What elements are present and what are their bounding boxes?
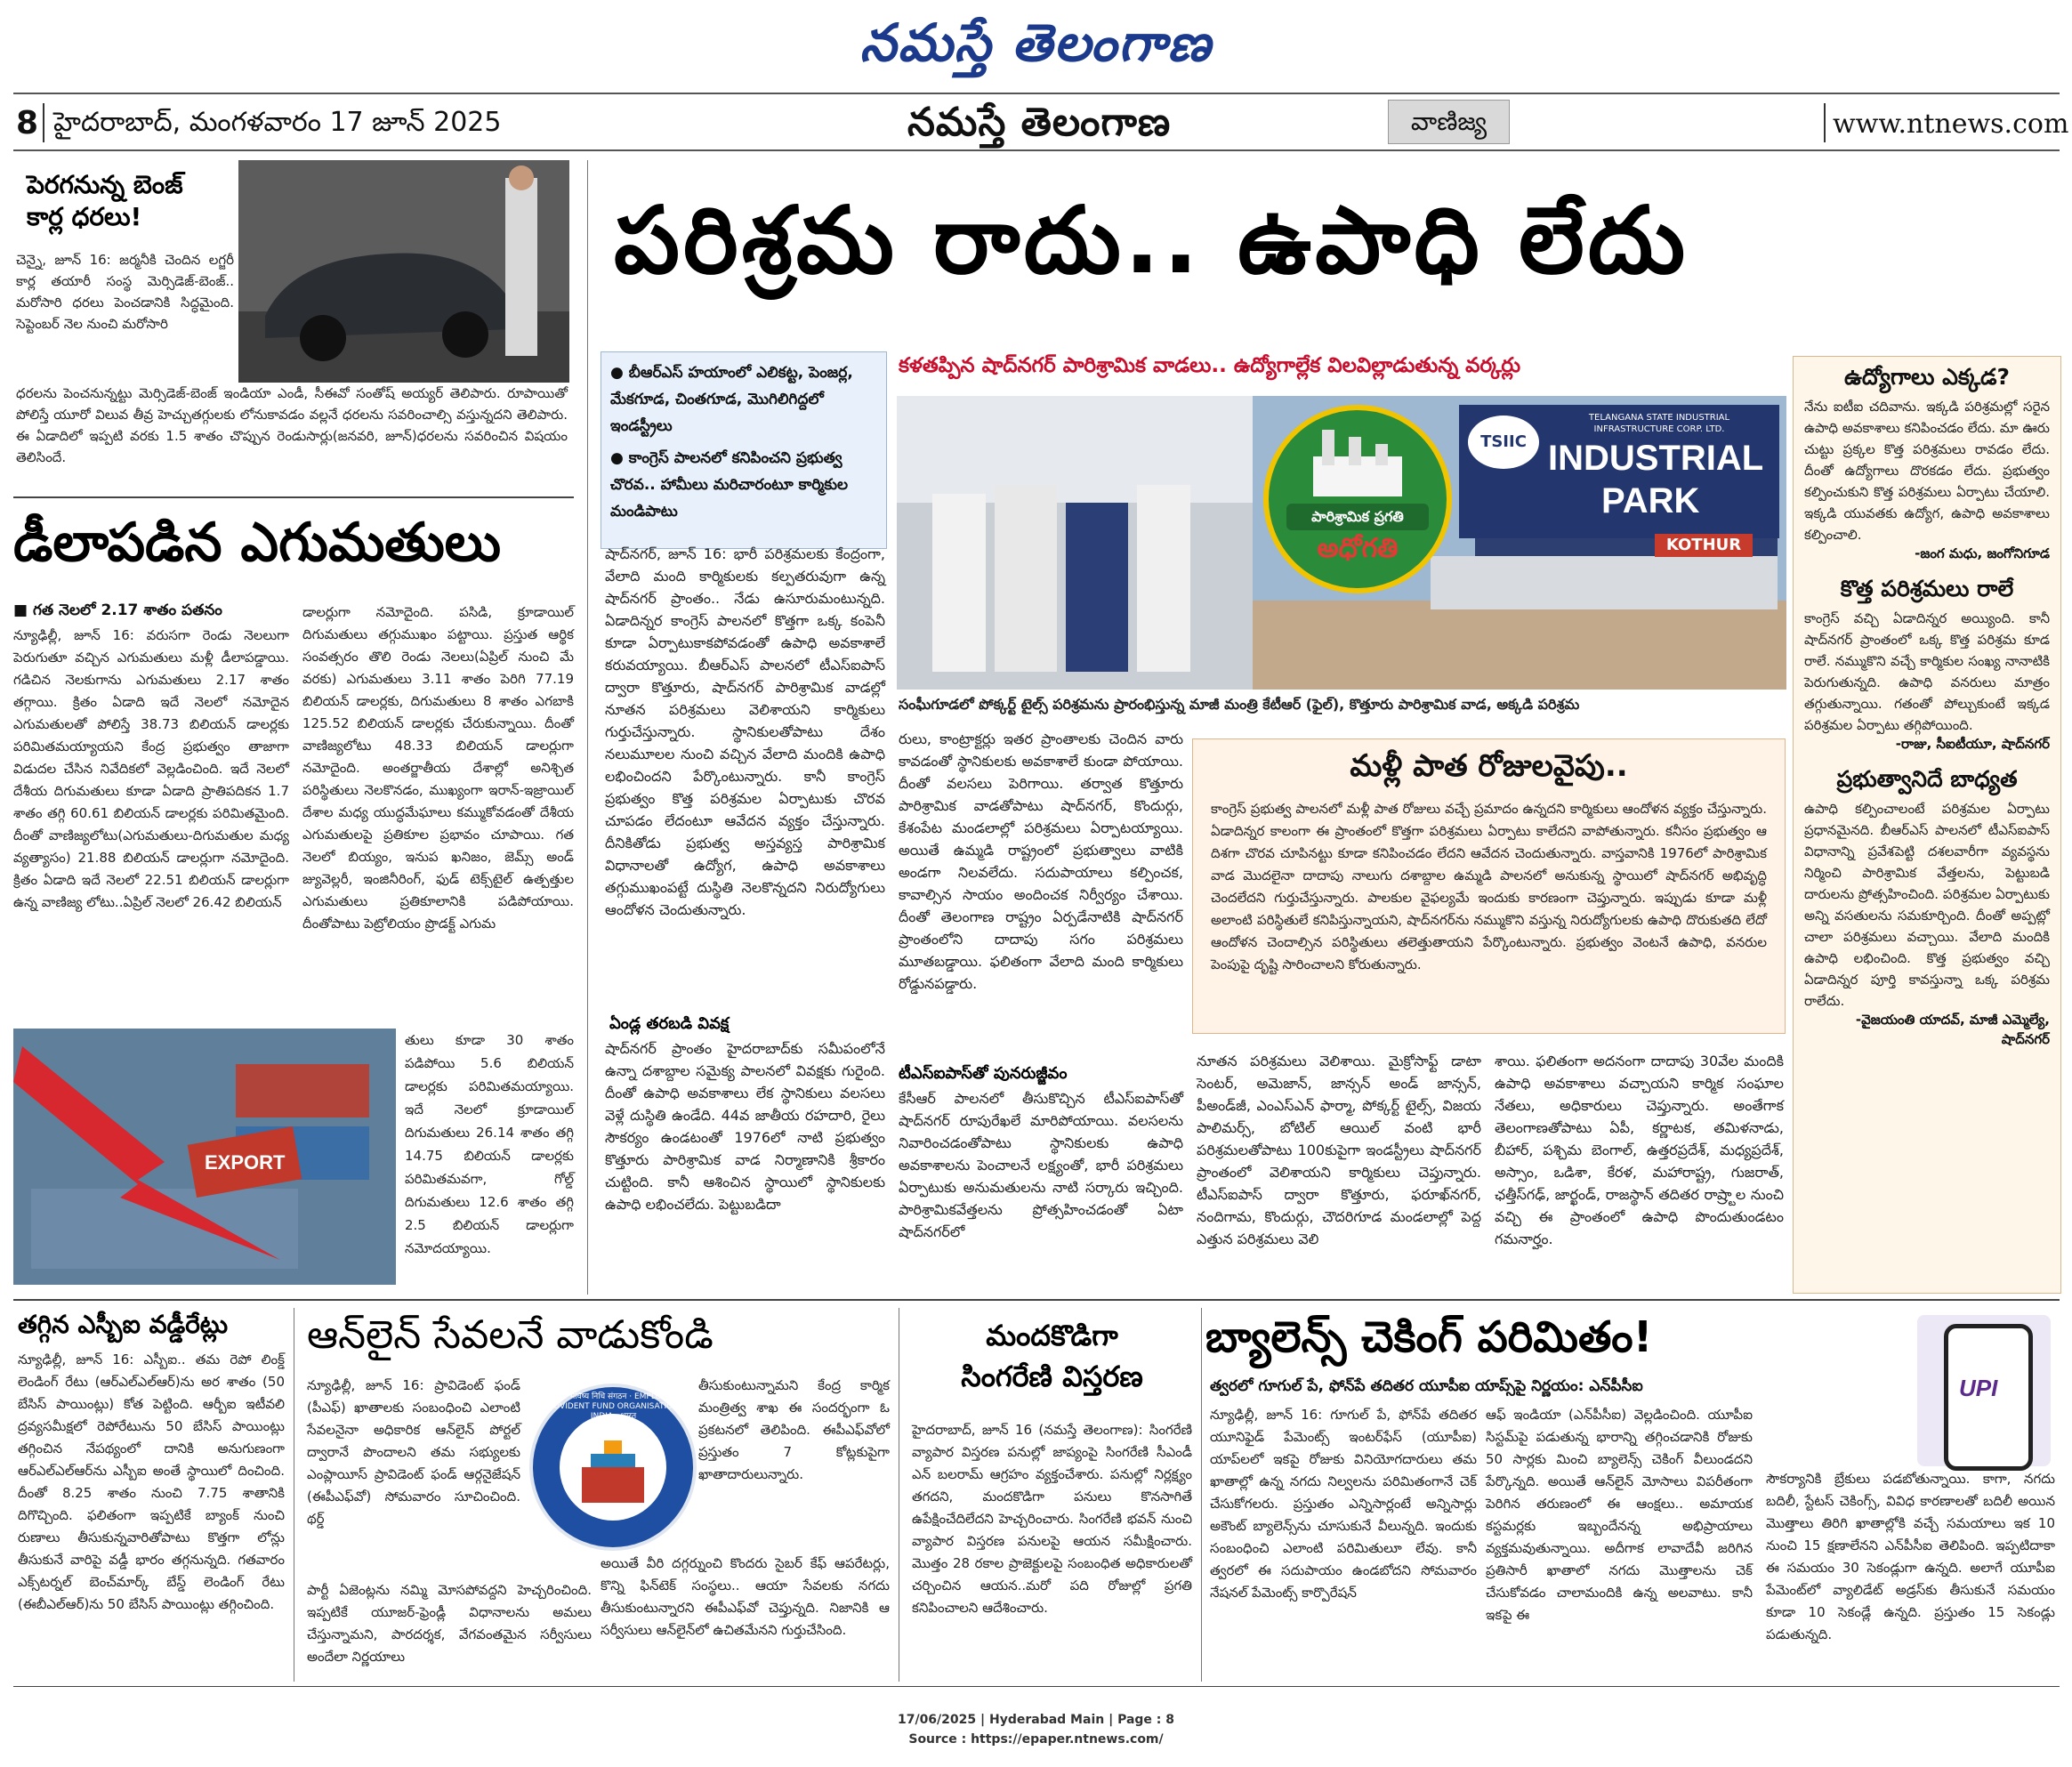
exports-headline: డీలాపడిన ఎగుమతులు	[13, 512, 502, 574]
column-rule	[587, 160, 588, 1295]
exports-subhead	[13, 601, 222, 623]
sbi-headline: తగ్గిన ఎస్బీఐ వడ్డీరేట్లు	[18, 1310, 229, 1339]
benz-body: ధరలను పెంచనున్నట్టు మెర్సిడెజ్-బెంజ్ ఇండియా ఎండీ, సీఈవో సంతోష్ అయ్యర్ తెలిపారు. రూపాయితో పోలిస్తే యూరో విలువ తీవ్ర హెచ్చుతగ్గులకు లోనుకావడం వల్లనే ధరలను సవరించాల్సి వస్తున్నదని తెలిపారు. ఈ ఏడాదిలో ఇప్పటి వరకు 1.5 శాతం చొప్పున రెండుసార్లు(జనవరి, జూన్)ధరలను సవరించిన విషయం తెలిసిందే.	[16, 385, 568, 465]
sbi-body: న్యూఢిల్లీ, జూన్ 16: ఎస్బీఐ.. తమ రెపో లింక్డ్ లెండింగ్ రేటు (ఆర్ఎల్ఎల్ఆర్)ను అర శాతం (50 బేసిస్ పాయింట్లు) కోత పెట్టింది. ఆర్బీఐ ఇటీవలి ద్రవ్యసమీక్షలో రెపోరేటును 50 బేసిస్ పాయింట్లు తగ్గించిన నేపథ్యంలో దానికి అనుగుణంగా ఆర్ఎల్ఎల్ఆర్‌ను ఎస్బీఐ అంతే స్థాయిలో దించింది. దీంతో 8.25 శాతం నుంచి 7.75 శాతానికి దిగొచ్చింది. ఫలితంగా ఇప్పటికే బ్యాంక్ నుంచి రుణాలు తీసుకున్నవారితోపాటు కొత్తగా లోన్లు తీసుకునే వారిపై వడ్డీ భారం తగ్గనున్నది. గతవారం ఎక్స్‌టర్నల్ బెంచ్‌మార్క్ బేస్డ్ లెండింగ్ రేటు (ఈబీఎల్ఆర్)ను 50 బేసిస్ పాయింట్లు తగ్గించింది.	[18, 1351, 285, 1612]
main-col4: శాయి. ఫలితంగా అదనంగా దాదాపు 30వేల మందికి ఉపాధి అవకాశాలు వచ్చాయని కార్మిక సంఘాల నేతలు, అధికారులు చెప్తున్నారు. అంతేగాక తెలంగాణతోపాటు ఏపీ, కర్ణాటక, తమిళనాడు, బీహార్, పశ్చిమ బెంగాల్, ఉత్తరప్రదేశ్, మధ్యప్రదేశ్, అస్సాం, ఒడిశా, కేరళ, మహారాష్ట్ర, గుజరాత్, ఛత్తీస్‌గఢ్, జార్ఖండ్, రాజస్థాన్ తదితర రాష్ర్టాల నుంచి వచ్చి ఈ ప్రాంతంలో ఉపాధి పొందుతుండటం గమనార్హం.	[1495, 1053, 1784, 1247]
bullet-icon: ●	[610, 449, 629, 467]
sign-line2: PARK	[1601, 481, 1700, 520]
footer-source-link[interactable]: Source : https://epaper.ntnews.com/	[908, 1732, 1164, 1747]
sidebar-q2-sign: -రాజు, సీఐటీయూ, షాద్‌నగర్	[1895, 736, 2050, 752]
export-arrow-image	[13, 1029, 396, 1285]
badge-title: పారిశ్రామిక ప్రగతి	[1286, 504, 1429, 530]
export-image-label: EXPORT	[205, 1151, 286, 1174]
footer-line1: 17/06/2025 | Hyderabad Main | Page : 8	[897, 1713, 1175, 1727]
sidebar-q1-title: ఉద్యోగాలు ఎక్కడ?	[1843, 364, 2011, 390]
upi-subhead: త్వరలో గూగుల్ పే, ఫోన్‌పే తదితర యూపీఐ యాప్స్‌పై నిర్ణయం: ఎన్‌పీసీఐ	[1210, 1377, 1643, 1395]
main-photo-caption: సంఘీగూడలో పోక్కర్ట్ టైల్స్ పరిశ్రమను ప్రారంభిస్తున్న మాజీ మంత్రి కేటీఆర్ (ఫైల్), కొత్తూరు పారిశ్రామిక వాడ, అక్కడి పరిశ్రమ	[899, 696, 1580, 713]
epfo-logo-text: कर्मचारी भविष्य निधि संगठन · EMPLOYEES' PROVIDENT FUND ORGANISATION · INDIA · भारत	[543, 1392, 684, 1421]
benz-photo	[238, 160, 569, 383]
header-rule-top	[13, 93, 2060, 94]
sidebar-q1-sign: -జంగ మధు, జంగోనిగూడ	[1915, 545, 2050, 561]
main-bullet-1-text: బీఆర్ఎస్ హయాంలో ఎలికట్ట, పెంజర్ల, మేకగూడ, చింతగూడ, మొగిలిగిద్దలో ఇండస్ట్రీలు	[610, 364, 853, 435]
dateline: హైదరాబాద్, మంగళవారం 17 జూన్ 2025	[53, 107, 502, 138]
sidebar-q3-sign: -వైజయంతి యాదవ్, మాజీ ఎమ్మెల్యే, షాద్‌నగర్	[1855, 1012, 2050, 1047]
main-col1b: షాద్‌నగర్ ప్రాంతం హైదరాబాద్‌కు సమీపంలోనే ఉన్నా దశాబ్దాల సమైక్య పాలనలో వివక్షకు గురైంది. దీంతో ఉపాధి అవకాశాలు లేక స్థానికులు వలసలు వెళ్లే దుస్థితి ఉండేది. 44వ జాతీయ రహదారి, రైలు సౌకర్యం ఉండటంతో 1976లో నాటి ప్రభుత్వం కొత్తూరు పారిశ్రామిక వాడ నిర్మాణానికి శ్రీకారం చుట్టింది. కానీ ఆశించిన స్థాయిలో స్థానికులకు ఉపాధి లభించలేదు. పెట్టుబడిదా	[605, 1040, 885, 1213]
epfo-logo-inner	[560, 1414, 666, 1521]
main-bullet-1	[610, 359, 877, 440]
sidebar-q1-body: నేను ఐటీఐ చదివాను. ఇక్కడి పరిశ్రమల్లో సరైన ఉపాధి అవకాశాలు కనిపించడం లేదు. మా ఊరు చుట్టు ప్రక్కల కొత్త పరిశ్రమలు రావడం లేదు. దీంతో ఉద్యోగాలు దొరకడం లేదు. ప్రభుత్వం కల్పించుకుని కొత్త పరిశ్రమలు ఏర్పాటు చేయాలి. ఇక్కడి యువతకు ఉద్యోగ, ఉపాధి అవకాశాలు కల్పించాలి.	[1804, 399, 2050, 543]
main-col1: షాద్‌నగర్, జూన్ 16: భారీ పరిశ్రమలకు కేంద్రంగా, వేలాది మంది కార్మికులకు కల్పతరువుగా ఉన్న షాద్‌నగర్ ప్రాంతం.. నేడు ఉసూరుమంటున్నది. ఏడాదిన్నర కాంగ్రెస్ పాలనలో కొత్తగా ఒక్క కంపెనీ కూడా ఏర్పాటుకాకపోవడంతో ఉపాధి అవకాశాలే కరువయ్యాయి. బీఆర్ఎస్ పాలనలో టీఎస్ఐపాస్ ద్వారా కొత్తూరు, షాద్‌నగర్ పారిశ్రామిక వాడల్లో నూతన పరిశ్రమలు వెలిశాయని కార్మికులు గుర్తుచేస్తున్నారు. స్థానికులతోపాటు దేశం నలుమూలల నుంచి వచ్చిన వేలాది మందికి ఉపాధి లభించిందని పేర్కొంటున్నారు. కానీ కాంగ్రెస్ ప్రభుత్వం కొత్త పరిశ్రమల ఏర్పాటుకు చొరవ చూపడం లేదంటూ ఆవేదన వ్యక్తం చేస్తున్నారు. దీనికితోడు ప్రభుత్వ అస్తవ్యస్త పారిశ్రామిక విధానాలతో ఉద్యోగ, ఉపాధి అవకాశాలు తగ్గుముఖంపట్టే దుస్థితి నెలకొన్నదని నిరుద్యోగులు ఆందోళన చెందుతున్నారు.	[605, 545, 885, 918]
center-title: నమస్తే తెలంగాణ	[907, 100, 1172, 145]
main-col2: రులు, కాంట్రాక్టర్లు ఇతర ప్రాంతాలకు చెందిన వారు కావడంతో స్థానికులకు అవకాశాలే కుండా పోయాయి. దీంతో వలసలు పెరిగాయి. తర్వాత కొత్తూరు పారిశ్రామిక వాడతోపాటు షాద్‌నగర్, కొందుర్గు, కేశంపేట మండలాల్లో పరిశ్రమలు ఏర్పాటయ్యాయి. అయితే ఉమ్మడి రాష్ట్రంలో ప్రభుత్వాలు వాటికి అండగా నిలవలేదు. సదుపాయాలు కల్పించక, కావాల్సిన సాయం అందించక నిర్వీర్యం చేశాయి. దీంతో తెలంగాణ రాష్ట్రం ఏర్పడేనాటికి షాద్‌నగర్ ప్రాంతంలోని దాదాపు సగం పరిశ్రమలు మూతబడ్డాయి. ఫలితంగా వేలాది మంది కార్మికులు రోడ్డునపడ్డారు.	[899, 730, 1183, 992]
industry-badge	[1263, 405, 1452, 593]
upi-logo: UPI	[1959, 1375, 1998, 1401]
upi-headline: బ్యాలెన్స్ చెకింగ్ పరిమితం!	[1205, 1312, 1653, 1362]
car-image	[238, 160, 569, 383]
epfo-col2b: అయితే వీరి దగ్గర్నుంచి కొందరు సైబర్ కేఫ్ ఆపరేటర్లు, కొన్ని ఫిన్‌టెక్ సంస్థలు.. ఆయా సేవలకు నగదు తీసుకుంటున్నారని ఈపీఎఫ్‌వో చెప్తున్నది. నిజానికి ఆ సర్వీసులు ఆన్‌లైన్‌లో ఉచితమేనని గుర్తుచేసింది.	[601, 1555, 890, 1638]
upi-col1: న్యూఢిల్లీ, జూన్ 16: గూగుల్ పే, ఫోన్‌పే తదితర యూనిఫైడ్ పేమెంట్స్ ఇంటర్‌ఫేస్ (యూపీఐ) యాప్‌లలో ఇకపై రోజుకు వినియోగదారులు తమ ఖాతాల్లో ఉన్న నగదు నిల్వలను పరిమితంగానే చెక్ చేసుకోగలరు. ప్రస్తుతం ఎన్నిసార్లంటే అన్నిసార్లు అకౌంట్ బ్యాలెన్స్‌ను చూసుకునే వీలున్నది. ఇందుకు సంబంధించి ఎలాంటి పరిమితులూ లేవు. కానీ త్వరలో ఈ సదుపాయం ఉండబోదని సోమవారం నేషనల్ పేమెంట్స్ కార్పొరేషన్	[1210, 1407, 1477, 1601]
sidebar-q2-body: కాంగ్రెస్ వచ్చి ఏడాదిన్నర అయ్యింది. కానీ షాద్‌నగర్ ప్రాంతంలో ఒక్క కొత్త పరిశ్రమ కూడ రాలే. నమ్ముకొని వచ్చే కార్మికుల సంఖ్య నానాటికి పెరుగుతున్నది. ఉపాధి వనరులు మాత్రం తగ్గుతున్నాయి. గతంతో పోల్చుకుంటే ఇక్కడ పరిశ్రమల ఏర్పాటు తగ్గిపోయింది.	[1804, 610, 2050, 733]
masthead-logo: నమస్తే తెలంగాణ	[859, 12, 1213, 73]
tsiic-logo: TSIIC	[1468, 416, 1539, 469]
bottom-section-rule	[13, 1299, 2060, 1301]
website-link[interactable]: www.ntnews.com	[1833, 109, 2069, 140]
section-label: వాణిజ్య	[1388, 100, 1510, 144]
exports-col1: న్యూఢిల్లీ, జూన్ 16: వరుసగా రెండు నెలలుగా పెరుగుతూ వచ్చిన ఎగుమతులు మళ్లీ డీలాపడ్డాయి. గడిచిన నెలకుగాను ఎగుమతులు 2.17 శాతం తగ్గాయి. క్రితం ఏడాది ఇదే నెలలో నమోదైన ఎగుమతులతో పోలిస్తే 38.73 బిలియన్ డాలర్లకు పరిమితమయ్యాయని కేంద్ర ప్రభుత్వం తాజాగా విడుదల చేసిన నివేదికలో వెల్లడించింది. ఇదే నెలలో దేశీయ దిగుమతులు కూడా ఏడాది ప్రాతిపదికన 1.7 శాతం తగ్గి 60.61 బిలియన్ డాలర్లకు పరిమితమైంది. దీంతో వాణిజ్యలోటు(ఎగుమతులు-దిగుమతుల మధ్య వ్యత్యాసం) 21.88 బిలియన్ డాలర్లుగా నమోదైంది. క్రితం ఏడాది ఇదే నెలలో 22.51 బిలియన్ డాలర్లుగా ఉన్న వాణిజ్య లోటు..ఏప్రిల్ నెలలో 26.42 బిలియన్	[13, 627, 289, 910]
quote-box	[1192, 738, 1786, 1034]
sidebar-box	[1793, 356, 2061, 1294]
factory-icon	[1304, 421, 1411, 501]
sign-top-text: TELANGANA STATE INDUSTRIAL INFRASTRUCTURE CORP. LTD.	[1588, 413, 1730, 434]
main-bullet-2-text: కాంగ్రెస్ పాలనలో కనిపించని ప్రభుత్వ చొరవ.. హామీలు మరిచారంటూ కార్మికుల మండిపాటు	[610, 449, 849, 520]
main-col1-subhead: ఏండ్ల తరబడి వివక్ష	[609, 1014, 730, 1033]
main-bullets-box	[601, 351, 887, 549]
phone-icon	[1944, 1324, 2033, 1471]
sign-line3: KOTHUR	[1655, 534, 1753, 557]
page-number: 8	[16, 105, 39, 141]
export-image	[13, 1029, 396, 1285]
main-col2-subhead: టీఎస్ఐపాస్‌తో పునరుజ్జీవం	[899, 1064, 1068, 1083]
benz-rule	[13, 496, 574, 498]
epfo-headline: ఆన్‌లైన్ సేవలనే వాడుకోండి	[307, 1312, 714, 1358]
bullet-icon: ●	[610, 364, 629, 382]
industrial-park-sign	[1459, 405, 1779, 538]
singareni-headline-2: సింగరేణి విస్తరణ	[961, 1360, 1143, 1393]
epfo-logo	[529, 1384, 697, 1551]
benz-lead: చెన్నై, జూన్ 16: జర్మనీకి చెందిన లగ్జరీ కార్ల తయారీ సంస్థ మెర్సిడెజ్-బెంజ్.. మరోసారి ధరలు పెంచడానికి సిద్ధమైంది. సెప్టెంబర్ నెల నుంచి మరోసారి	[16, 252, 234, 332]
main-col2b: కేసీఆర్ పాలనలో తీసుకొచ్చిన టీఎస్ఐపాస్‌తో షాద్‌నగర్ రూపురేఖలే మారిపోయాయి. వలసలను నివారించడంతోపాటు స్థానికులకు ఉపాధి అవకాశాలను పెంచాలనే లక్ష్యంతో, భారీ పరిశ్రమలు ఏర్పాటుకు అనుమతులను నాటి సర్కారు ఇచ్చింది. పారిశ్రామికవేత్తలను ప్రోత్సహించడంతో ఏటా షాద్‌నగర్‌లో	[899, 1090, 1183, 1240]
quote-title: మళ్లీ పాత రోజులవైపు..	[1350, 748, 1628, 784]
upi-phone-image	[1917, 1315, 2051, 1466]
singareni-headline-1: మందకొడిగా	[986, 1319, 1118, 1352]
main-bullet-2	[610, 445, 877, 525]
upi-col2: ఆఫ్ ఇండియా (ఎన్‌పీసీఐ) వెల్లడించింది. యూపీఐ సిస్టమ్‌పై పడుతున్న భారాన్ని తగ్గించడానికి రోజుకు 50 సార్లకు మించి బ్యాలెన్స్ చెకింగ్ వీలుండదని పేర్కొన్నది. అయితే ఆన్‌లైన్ మోసాలు విపరీతంగా పెరిగిన తరుణంలో ఈ ఆంక్షలు.. అమాయక కస్టమర్లకు ఇబ్బందేనన్న అభిప్రాయాలు వ్యక్తమవుతున్నాయి. అదీగాక లావాదేవీ జరిగిన ప్రతిసారీ ఖాతాలో నగదు మొత్తాలను చెక్ చేసుకోవడం చాలామందికి ఉన్న అలవాటు. కానీ ఇకపై ఈ	[1486, 1407, 1753, 1623]
singareni-headline	[912, 1315, 1192, 1397]
main-headline: పరిశ్రమ రాదు.. ఉపాధి లేదు	[614, 186, 1689, 294]
header-divider-right	[1824, 103, 1826, 142]
singareni-body: హైదరాబాద్, జూన్ 16 (నమస్తే తెలంగాణ): సింగరేణి వ్యాపార విస్తరణ పనుల్లో జాప్యంపై సింగరేణి సీఎండీ ఎన్ బలరామ్ ఆగ్రహం వ్యక్తంచేశారు. పనుల్లో నిర్లక్ష్యం తగదని, మందకొడిగా పనులు కొనసాగితే ఉపేక్షించేదిలేదని హెచ్చరించారు. సింగరేణి భవన్ నుంచి వ్యాపార విస్తరణ పనులపై ఆయన సమీక్షించారు. మొత్తం 28 రకాల ప్రాజెక్టులపై సంబంధిత అధికారులతో చర్చించిన ఆయన..మరో పది రోజుల్లో ప్రగతి కనిపించాలని ఆదేశించారు.	[912, 1422, 1192, 1616]
badge-subtitle: అధోగతి	[1317, 533, 1399, 564]
quote-body: కాంగ్రెస్ ప్రభుత్వ పాలనలో మళ్లీ పాత రోజులు వచ్చే ప్రమాదం ఉన్నదని కార్మికులు ఆందోళన వ్యక్తం చేస్తున్నారు. ఏడాదిన్నర కాలంగా ఈ ప్రాంతంలో కొత్తగా పరిశ్రమలు ఏర్పాటు కాలేదని వాపోతున్నారు. కనీసం ప్రభుత్వం ఆ దిశగా చొరవ చూపినట్టు కూడా కనిపించడం లేదని ఆవేదన చెందుతున్నారు. వాస్తవానికి 1976లో పారిశ్రామిక వాడ మొదలైనా దాదాపు నాలుగు దశాబ్దాల ఉమ్మడి పాలనలో అనుకున్న స్థాయిలో షాద్‌నగర్ అభివృద్ధి చెందలేదని గుర్తుచేస్తున్నారు. పాలకుల వైఫల్యమే ఇందుకు కారణంగా చెప్తున్నారు. ఇప్పుడు కూడా మళ్లీ అలాంటి పరిస్థితులే కనిపిస్తున్నాయని, షాద్‌నగర్‌ను నమ్ముకొని వస్తున్న నిరుద్యోగులకు ఉపాధి దొరుకుతది లేదో ఆందోళన చెందాల్సిన పరిస్థితులు తలెత్తుతాయని పేర్కొంటున్నారు. ప్రభుత్వం వెంటనే ఉపాధి, వనరుల పెంపుపై దృష్టి సారించాలని కోరుతున్నారు.	[1211, 801, 1767, 972]
bullet-icon: ■	[13, 601, 33, 619]
column-rule	[1201, 1308, 1202, 1682]
sign-line1: INDUSTRIAL	[1548, 439, 1764, 478]
sidebar-q3-title: ప్రభుత్వానిదే బాధ్యత	[1836, 766, 2018, 792]
main-col3: నూతన పరిశ్రమలు వెలిశాయి. మైక్రోసాఫ్ట్ డాటా సెంటర్, అమెజాన్, జాన్సన్ అండ్ జాన్సన్, పీఅండ్‌జీ, ఎంఎస్ఎన్ ఫార్మా, పోక్కర్ట్ టైల్స్, విజయ పాలిమర్స్, బోటిల్ ఆయిల్ వంటి భారీ పరిశ్రమలతోపాటు 100కుపైగా ఇండస్ట్రీలు షాద్‌నగర్ ప్రాంతంలో వెలిశాయని కార్మికులు చెప్తున్నారు. టీఎస్ఐపాస్ ద్వారా కొత్తూరు, ఫరూఖ్‌నగర్, నందిగామ, కొందుర్గు, చౌదరిగూడ మండలాల్లో పెద్ద ఎత్తున పరిశ్రమలు వెలి	[1197, 1053, 1481, 1247]
header-rule-bottom	[13, 149, 2060, 151]
upi-col3: సౌకర్యానికి బ్రేకులు పడబోతున్నాయి. కాగా, నగదు బదిలీ, స్టేటస్ చెకింగ్స్, వివిధ కారణాలతో బదిలీ అయిన మొత్తాలు తిరిగి ఖాతాల్లోకి వచ్చే సమయాలు ఇక 10 నుంచి 15 క్షణాలేనని ఎన్‌పీసీఐ తెలిపింది. ఇప్పటిదాకా ఈ సమయం 30 సెకండ్లుగా ఉన్నది. అలాగే యూపీఐ పేమెంట్‌లో వ్యాలిడేట్ అడ్రస్‌కు తీసుకునే సమయం కూడా 10 సెకండ్లే ఉన్నది. ప్రస్తుతం 15 సెకండ్లు పడుతున్నది.	[1766, 1471, 2055, 1642]
exports-subhead-text: గత నెలలో 2.17 శాతం పతనం	[32, 601, 222, 619]
exports-col2b: తులు కూడా 30 శాతం పడిపోయి 5.6 బిలియన్ డాలర్లకు పరిమితమయ్యాయి. ఇదే నెలలో క్రూడాయిల్ దిగుమతులు 26.14 శాతం తగ్గి 14.75 బిలియన్ డాలర్లకు పరిమితమవగా, గోల్డ్ దిగుమతులు 12.6 శాతం తగ్గి 2.5 బిలియన్ డాలర్లుగా నమోదయ్యాయి.	[405, 1032, 574, 1256]
epfo-col1b: పార్టీ ఏజెంట్లను నమ్మి మోసపోవద్దని హెచ్చరించింది. ఇప్పటికే యూజర్-ఫ్రెండ్లీ విధానాలను అమలు చేస్తున్నామని, పారదర్శక, వేగవంతమైన సర్వీసులు అందేలా నిర్ణయాలు	[307, 1582, 592, 1665]
header-divider	[43, 103, 44, 142]
epfo-col2a: తీసుకుంటున్నామని కేంద్ర కార్మిక మంత్రిత్వ శాఖ ఈ సందర్భంగా ఓ ప్రకటనలో తెలిపింది. ఈపీఎఫ్‌వోలో ప్రస్తుతం 7 కోట్లకుపైగా ఖాతాదారులున్నారు.	[698, 1377, 890, 1482]
exports-col2: డాలర్లుగా నమోదైంది. పసిడి, క్రూడాయిల్ దిగుమతులు తగ్గుముఖం పట్టాయి. ప్రస్తుత ఆర్థిక సంవత్సరం తొలి రెండు నెలలు(ఏప్రిల్ నుంచి మే వరకు) ఎగుమతులు 3.11 శాతం పెరిగి 77.19 బిలియన్ డాలర్లకు, దిగుమతులు 8 శాతం ఎగబాకి 125.52 బిలియన్ డాలర్లకు చేరుకున్నాయి. దీంతో వాణిజ్యలోటు 48.33 బిలియన్ డాలర్లుగా నమోదైంది. అంతర్జాతీయ దేశాల్లో అనిశ్చిత పరిస్థితులు నెలకొనడం, ముఖ్యంగా ఇరాన్-ఇజ్రాయిల్ దేశాల మధ్య యుద్ధమేఘాలు కమ్ముకోవడంతో దేశీయ ఎగుమతులపై ప్రతికూల ప్రభావం చూపాయి. గత నెలలో బియ్యం, ఇనుప ఖనిజం, జెమ్స్ అండ్ జ్యువెల్లరీ, ఇంజినీరింగ్, ఫుడ్ టెక్స్‌టైల్ ఉత్పత్తుల ఎగుమతులు ప్రతికూలానికి పడిపోయాయి. దీంతోపాటు పెట్రోలియం ప్రొడక్ట్ ఎగుమ	[302, 604, 574, 932]
sidebar-q3-body: ఉపాధి కల్పించాలంటే పరిశ్రమల ఏర్పాటు ప్రధానమైనది. బీఆర్ఎస్ పాలనలో టీఎస్ఐపాస్ విధానాన్ని ప్రవేశపెట్టి దశలవారీగా వ్యవస్థను నిర్మించి పారిశ్రామిక వేత్తలను, పెట్టుబడి దారులను ప్రోత్సహించింది. పరిశ్రమల ఏర్పాటుకు అన్ని వసతులను సమకూర్చింది. దీంతో అప్పట్లో చాలా పరిశ్రమలు వచ్చాయి. వేలాది మందికి ఉపాధి లభించింది. కొత్త ప్రభుత్వం వచ్చి ఏడాదిన్నర పూర్తి కావస్తున్నా ఒక్క పరిశ్రమ రాలేదు.	[1804, 801, 2050, 1009]
footer-rule	[13, 1686, 2060, 1687]
sidebar-q2-title: కొత్త పరిశ్రమలు రాలే	[1840, 576, 2014, 601]
epfo-col1a: న్యూఢిల్లీ, జూన్ 16: ప్రావిడెంట్ ఫండ్ (పీఎఫ్) ఖాతాలకు సంబంధించి ఎలాంటి సేవలనైనా అధికారిక ఆన్‌లైన్ పోర్టల్ ద్వారానే పొందాలని తమ సభ్యులకు ఎంప్లాయీస్ ప్రావిడెంట్ ఫండ్ ఆర్గనైజేషన్ (ఈపీఎఫ్‌వో) సోమవారం సూచించింది. థర్డ్	[307, 1377, 520, 1527]
benz-headline: పెరగనున్న బెంజ్ కార్ల ధరలు!	[27, 170, 183, 231]
epfo-emblem-icon	[560, 1414, 666, 1521]
main-subhead: కళతప్పిన షాద్‌నగర్ పారిశ్రామిక వాడలు.. ఉద్యోగాల్లేక విలవిల్లాడుతున్న వర్కర్లు	[899, 354, 1521, 377]
